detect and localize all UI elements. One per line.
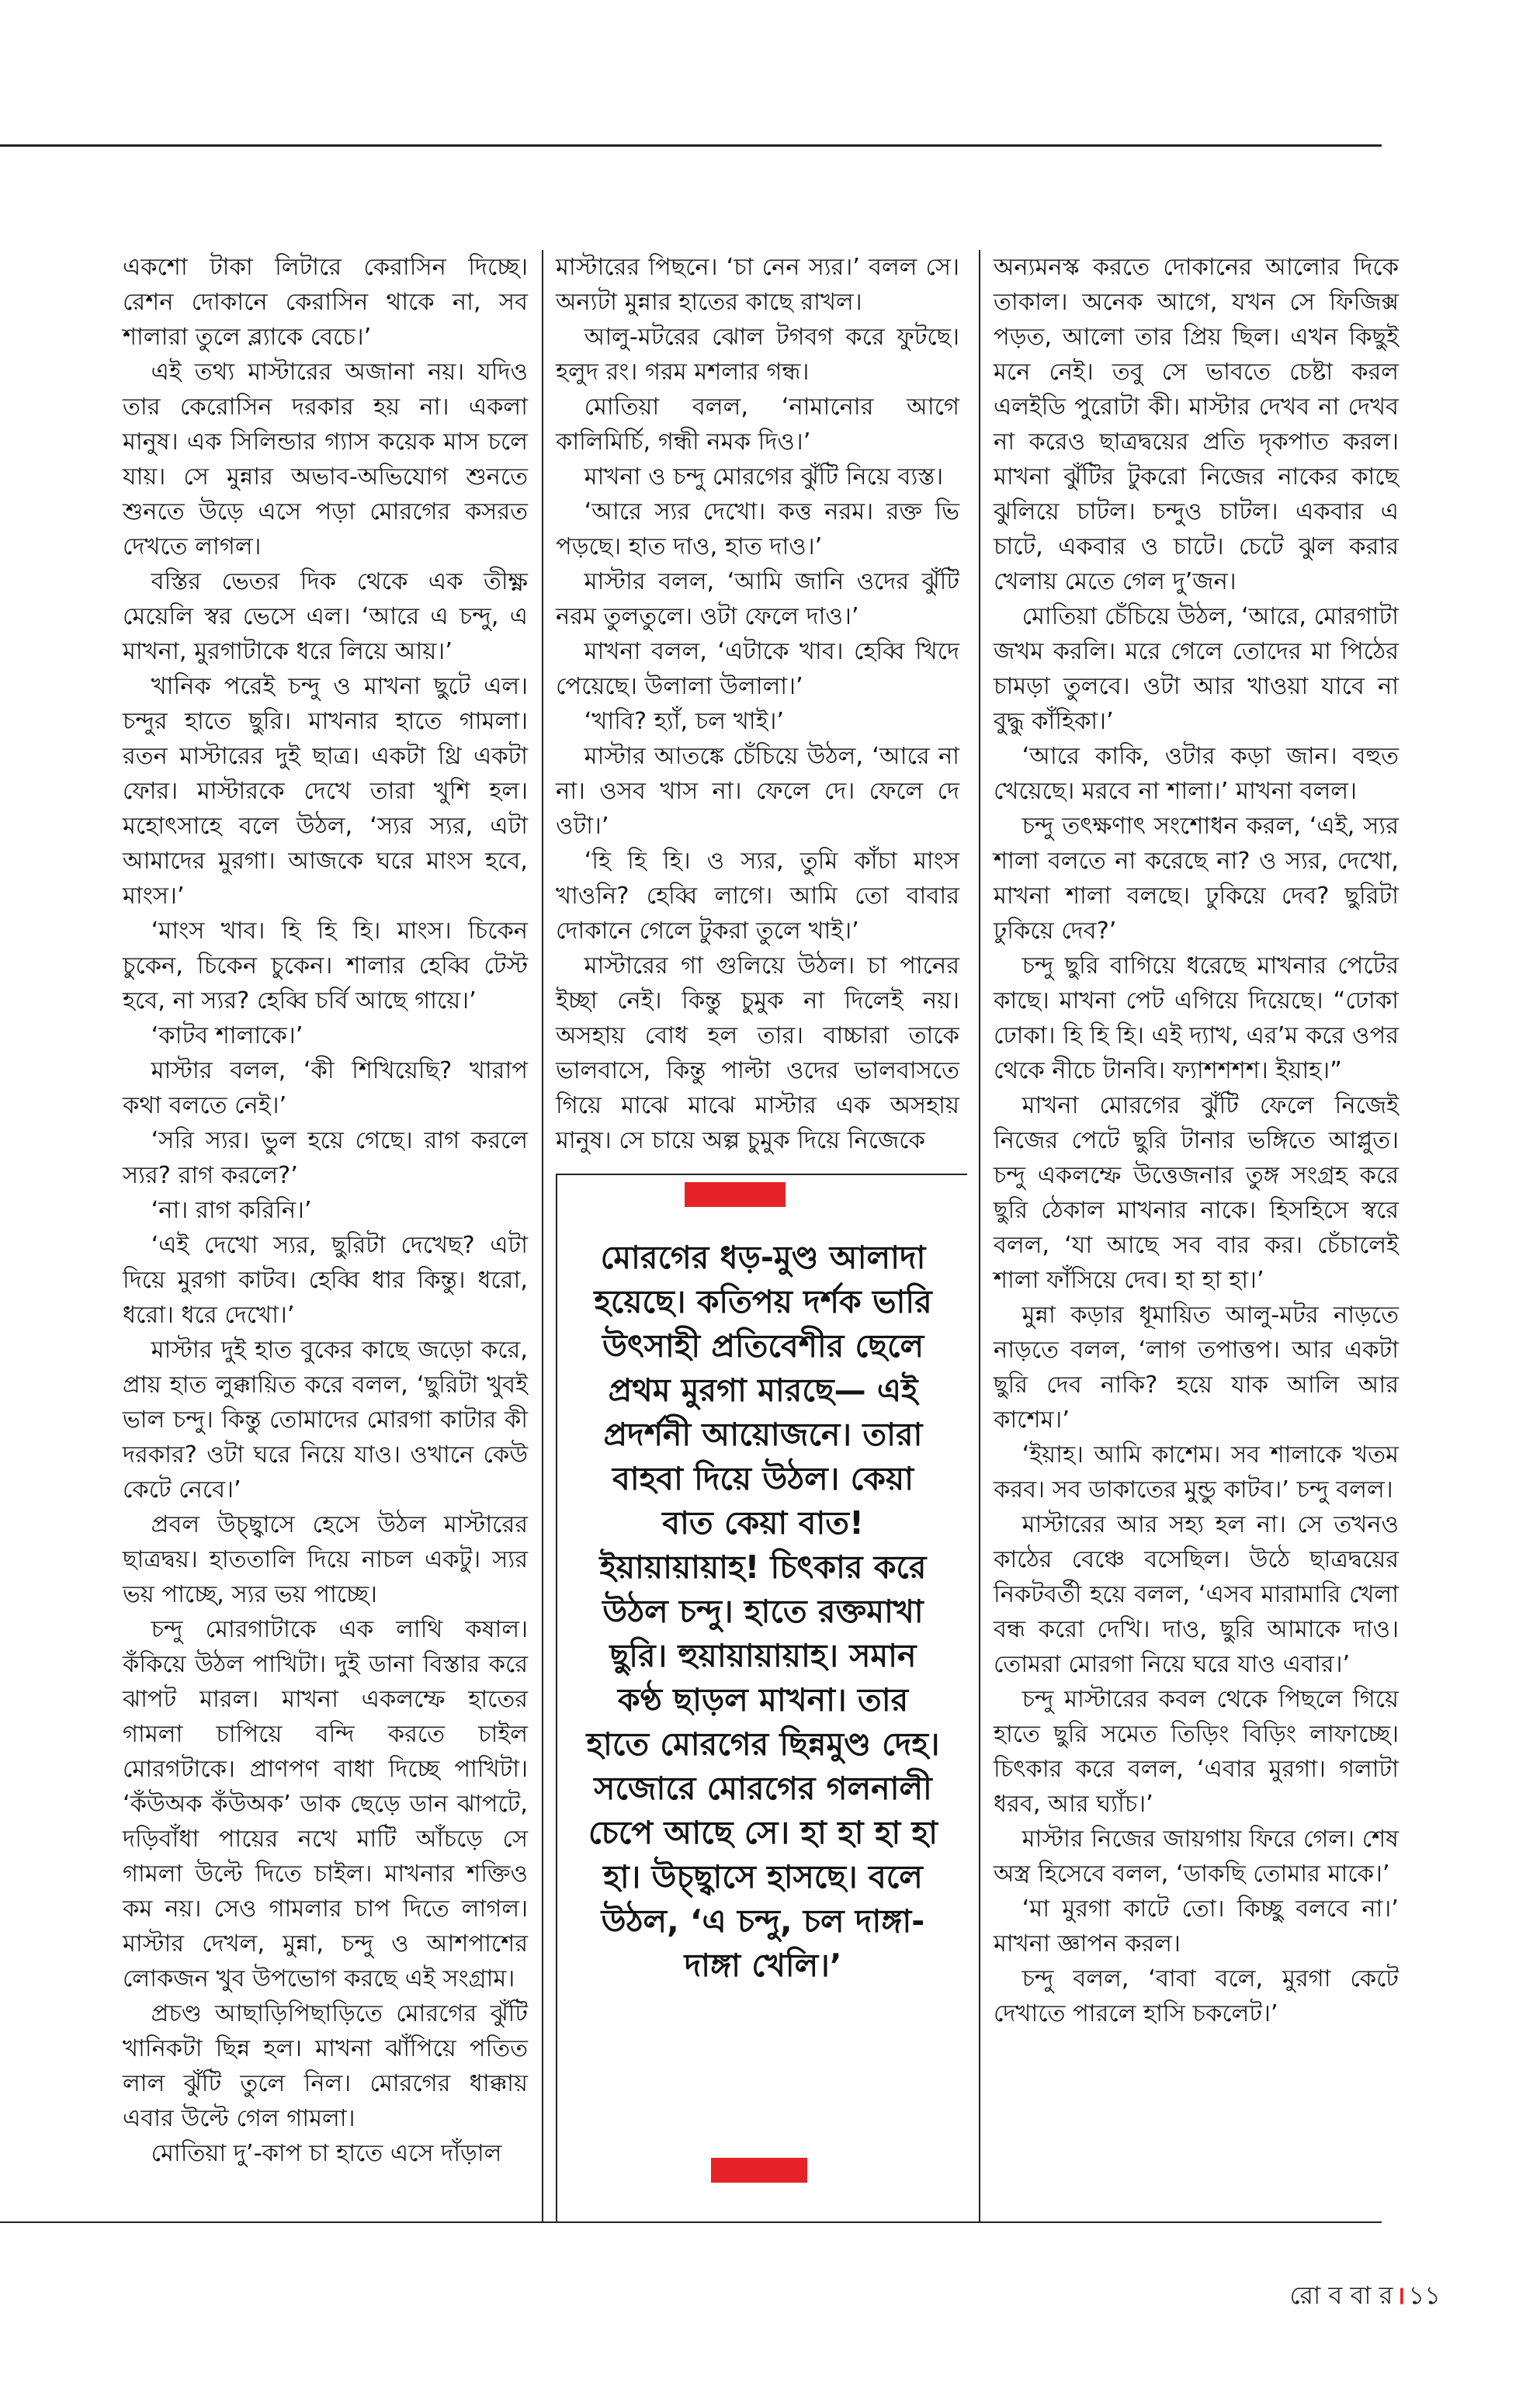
paragraph: মাস্টারের গা গুলিয়ে উঠল। চা পানের ইচ্ছা নেই। কিন্তু চুমুক না দিলেই নয়। অসহায় বোধ হল তার। বাচ্চারা তাকে ভালবাসে, কিন্তু পাল্টা ওদের ভালবাসতে গিয়ে মাঝে মাঝে মাস্টার এক অসহায় মানুষ। সে চায়ে অল্প চুমুক দিয়ে নিজেকে [556, 952, 959, 1154]
paragraph: ‘মাংস খাব। হি হি হি। মাংস। চিকেন চুকেন, চিকেন চুকেন। শালার হেব্বি টেস্ট হবে, না স্যর? হেব্বি চর্বি আছে গায়ে।’ [123, 917, 528, 1014]
paragraph: চন্দু ছুরি বাগিয়ে ধরেছে মাখনার পেটের কাছে। মাখনা পেট এগিয়ে দিয়েছে। “ঢোকা ঢোকা। হি হি হি। এই দ্যাখ, এর’ম করে ওপর থেকে নীচে টানবি। ফ্যাশশশশ। ইয়াহ।” [994, 952, 1399, 1084]
paragraph: ‘আরে স্যর দেখো। কত্ত নরম। রক্ত ভি পড়ছে। হাত দাও, হাত দাও।’ [556, 498, 959, 560]
paragraph: ‘মা মুরগা কাটে তো। কিচ্ছু বলবে না।’ মাখনা জ্ঞাপন করল। [994, 1895, 1399, 1958]
page-number: ১১ [1408, 2280, 1441, 2310]
article-column-3 [994, 250, 1399, 2031]
footer-separator: । [1396, 2280, 1406, 2310]
paragraph: ‘কাটব শালাকে।’ [151, 1022, 303, 1049]
pullquote-box-top [556, 1174, 967, 1175]
paragraph: ‘ইয়াহ। আমি কাশেম। সব শালাকে খতম করব। সব ডাকাতের মুন্ডু কাটব।’ চন্দু বলল। [994, 1441, 1399, 1503]
pullquote-red-bar-top [685, 1182, 786, 1207]
paragraph: প্রবল উচ্ছ্বাসে হেসে উঠল মাস্টারের ছাত্রদ্বয়। হাততালি দিয়ে নাচল একটু। স্যর ভয় পাচ্ছে, স্যর ভয় পাচ্ছে। [123, 1511, 528, 1608]
paragraph: ‘আরে কাকি, ওটার কড়া জান। বহুত খেয়েছে। মরবে না শালা।’ মাখনা বলল। [994, 743, 1399, 805]
paragraph: মাস্টার বলল, ‘আমি জানি ওদের ঝুঁটি নরম তুলতুলে। ওটা ফেলে দাও।’ [556, 568, 959, 630]
page-footer [1289, 2276, 1441, 2318]
top-rule [0, 144, 1382, 147]
paragraph: মাস্টারের আর সহ্য হল না। সে তখনও কাঠের বেঞ্চে বসেছিল। উঠে ছাত্রদ্বয়ের নিকটবর্তী হয়ে বলল, ‘এসব মারামারি খেলা বন্ধ করো দেখি। দাও, ছুরি আমাকে দাও। তোমরা মোরগা নিয়ে ঘরে যাও এবার।’ [994, 1511, 1399, 1678]
paragraph: মাস্টার দুই হাত বুকের কাছে জড়ো করে, প্রায় হাত লুক্কায়িত করে বলল, ‘ছুরিটা খুবই ভাল চন্দু। কিন্তু তোমাদের মোরগা কাটার কী দরকার? ওটা ঘরে নিয়ে যাও। ওখানে কেউ কেটে নেবে।’ [123, 1337, 528, 1503]
pullquote [584, 1236, 942, 1988]
paragraph: ‘না। রাগ করিনি।’ [151, 1197, 312, 1224]
paragraph: মাখনা বলল, ‘এটাকে খাব। হেব্বি খিদে পেয়েছে। উলালা উলালা।’ [556, 638, 959, 700]
paragraph: মাখনা মোরগের ঝুঁটি ফেলে নিজেই নিজের পেটে ছুরি টানার ভঙ্গিতে আপ্লুত। চন্দু একলম্ফে উত্তেজনার তুঙ্গ সংগ্রহ করে ছুরি ঠেকাল মাখনার নাকে। হিসহিসে স্বরে বলল, ‘যা আছে সব বার কর। চেঁচালেই শালা ফাঁসিয়ে দেব। হা হা হা।’ [994, 1092, 1399, 1294]
magazine-name: রো ব বা র [1289, 2280, 1393, 2310]
paragraph: মাখনা ও চন্দু মোরগের ঝুঁটি নিয়ে ব্যস্ত। [584, 463, 944, 491]
paragraph: এই তথ্য মাস্টারের অজানা নয়। যদিও তার কেরোসিন দরকার হয় না। একলা মানুষ। এক সিলিন্ডার গ্যাস কয়েক মাস চলে যায়। সে মুন্নার অভাব-অভিযোগ শুনতে শুনতে উড়ে এসে পড়া মোরগের কসরত দেখতে লাগল। [123, 359, 528, 560]
article-column-1 [123, 250, 528, 2171]
column-divider-right [979, 250, 980, 2221]
paragraph: ‘সরি স্যর। ভুল হয়ে গেছে। রাগ করলে স্যর? রাগ করলে?’ [123, 1127, 528, 1189]
pullquote-box-left [556, 1174, 557, 2221]
bottom-rule [0, 2221, 1382, 2223]
paragraph: মাস্টার আতঙ্কে চেঁচিয়ে উঠল, ‘আরে না না। ওসব খাস না। ফেলে দে। ফেলে দে ওটা।’ [556, 743, 959, 840]
paragraph: মোতিয়া চেঁচিয়ে উঠল, ‘আরে, মোরগাটা জখম করলি। মরে গেলে তোদের মা পিঠের চামড়া তুলবে। ওটা আর খাওয়া যাবে না বুদ্ধু কাঁহিকা।’ [994, 603, 1399, 735]
paragraph: চন্দু মাস্টারের কবল থেকে পিছলে গিয়ে হাতে ছুরি সমেত তিড়িং বিড়িং লাফাচ্ছে। চিৎকার করে বলল, ‘এবার মুরগা। গলাটা ধরব, আর ঘ্যাঁচ।’ [994, 1686, 1399, 1818]
paragraph: একশো টাকা লিটারে কেরাসিন দিচ্ছে। রেশন দোকানে কেরাসিন থাকে না, সব শালারা তুলে ব্ল্যাকে বেচে।’ [123, 254, 528, 351]
paragraph: মোতিয়া বলল, ‘নামানোর আগে কালিমির্চি, গন্ধী নমক দিও।’ [556, 394, 959, 456]
paragraph: মাস্টারের পিছনে। ‘চা নেন স্যর।’ বলল সে। অন্যটা মুন্নার হাতের কাছে রাখল। [556, 254, 959, 316]
paragraph: প্রচণ্ড আছাড়িপিছাড়িতে মোরগের ঝুঁটি খানিকটা ছিন্ন হল। মাখনা ঝাঁপিয়ে পতিত লাল ঝুঁটি তুলে নিল। মোরগের ধাক্কায় এবার উল্টে গেল গামলা। [123, 2000, 528, 2132]
column-divider-left [542, 250, 543, 2221]
paragraph: চন্দু বলল, ‘বাবা বলে, মুরগা কেটে দেখাতে পারলে হাসি চকলেট।’ [994, 1965, 1399, 2027]
pullquote-red-bar-bottom [711, 2158, 807, 2183]
paragraph: ‘এই দেখো স্যর, ছুরিটা দেখেছ? এটা দিয়ে মুরগা কাটব। হেব্বি ধার কিন্তু। ধরো, ধরো। ধরে দেখো।’ [123, 1232, 528, 1329]
paragraph: মাস্টার বলল, ‘কী শিখিয়েছি? খারাপ কথা বলতে নেই।’ [123, 1057, 528, 1119]
paragraph: খানিক পরেই চন্দু ও মাখনা ছুটে এল। চন্দুর হাতে ছুরি। মাখনার হাতে গামলা। রতন মাস্টারের দুই ছাত্র। একটা থ্রি একটা ফোর। মাস্টারকে দেখে তারা খুশি হল। মহোৎসাহে বলে উঠল, ‘স্যর স্যর, এটা আমাদের মুরগা। আজকে ঘরে মাংস হবে, মাংস।’ [123, 673, 528, 910]
article-column-2 [556, 250, 959, 1158]
paragraph: বস্তির ভেতর দিক থেকে এক তীক্ষ্ণ মেয়েলি স্বর ভেসে এল। ‘আরে এ চন্দু, এ মাখনা, মুরগাটাকে ধরে লিয়ে আয়।’ [123, 568, 528, 665]
paragraph: আলু-মটরের ঝোল টগবগ করে ফুটছে। হলুদ রং। গরম মশলার গন্ধ। [556, 324, 959, 386]
paragraph: অন্যমনস্ক করতে দোকানের আলোর দিকে তাকাল। অনেক আগে, যখন সে ফিজিক্স পড়ত, আলো তার প্রিয় ছিল। এখন কিছুই মনে নেই। তবু সে ভাবতে চেষ্টা করল এলইডি পুরোটা কী। মাস্টার দেখব না দেখব না করেও ছাত্রদ্বয়ের প্রতি দৃকপাত করল। মাখনা ঝুঁটির টুকরো নিজের নাকের কাছে ঝুলিয়ে চাটল। চন্দুও চাটল। একবার এ চাটে, একবার ও চাটে। চেটে ঝুল করার খেলায় মেতে গেল দু’জন। [994, 254, 1399, 595]
paragraph: মোতিয়া দু’-কাপ চা হাতে এসে দাঁড়াল [151, 2140, 502, 2167]
paragraph: মাস্টার নিজের জায়গায় ফিরে গেল। শেষ অস্ত্র হিসেবে বলল, ‘ডাকছি তোমার মাকে।’ [994, 1826, 1399, 1888]
paragraph: মুন্না কড়ার ধূমায়িত আলু-মটর নাড়তে নাড়তে বলল, ‘লাগ তপাত্তপ। আর একটা ছুরি দেব নাকি? হয়ে যাক আলি আর কাশেম।’ [994, 1302, 1399, 1434]
pullquote-text: মোরগের ধড়-মুণ্ড আলাদা হয়েছে। কতিপয় দর্শক ভারি উৎসাহী প্রতিবেশীর ছেলে প্রথম মুরগা মারছে— এই প্রদর্শনী আয়োজনে। তারা বাহবা দিয়ে উঠল। কেয়া বাত কেয়া বাত! ইয়ায়ায়ায়াহ! চিৎকার করে উঠল চন্দু। হাতে রক্তমাখা ছুরি। হুয়ায়ায়ায়াহ। সমান কণ্ঠ ছাড়ল মাখনা। তার হাতে মোরগের ছিন্নমুণ্ড দেহ। সজোরে মোরগের গলনালী চেপে আছে সে। হা হা হা হা হা। উচ্ছ্বাসে হাসছে। বলে উঠল, ‘এ চন্দু, চল দাঙ্গা-দাঙ্গা খেলি।’ [586, 1239, 940, 1984]
paragraph: ‘খাবি? হ্যাঁ, চল খাই।’ [584, 708, 785, 735]
paragraph: চন্দু তৎক্ষণাৎ সংশোধন করল, ‘এই, স্যর শালা বলতে না করেছে না? ও স্যর, দেখো, মাখনা শালা বলছে। ঢুকিয়ে দেব? ছুরিটা ঢুকিয়ে দেব?’ [994, 813, 1399, 945]
paragraph: চন্দু মোরগাটাকে এক লাথি কষাল। কঁকিয়ে উঠল পাখিটা। দুই ডানা বিস্তার করে ঝাপট মারল। মাখনা একলম্ফে হাতের গামলা চাপিয়ে বন্দি করতে চাইল মোরগটাকে। প্রাণপণ বাধা দিচ্ছে পাখিটা। ‘কঁউঅক কঁউঅক’ ডাক ছেড়ে ডান ঝাপটে, দড়িবাঁধা পায়ের নখে মাটি আঁচড়ে সে গামলা উল্টে দিতে চাইল। মাখনার শক্তিও কম নয়। সেও গামলার চাপ দিতে লাগল। মাস্টার দেখল, মুন্না, চন্দু ও আশপাশের লোকজন খুব উপভোগ করছে এই সংগ্রাম। [123, 1616, 528, 1992]
paragraph: ‘হি হি হি। ও স্যর, তুমি কাঁচা মাংস খাওনি? হেব্বি লাগে। আমি তো বাবার দোকানে গেলে টুকরা তুলে খাই।’ [556, 848, 959, 945]
